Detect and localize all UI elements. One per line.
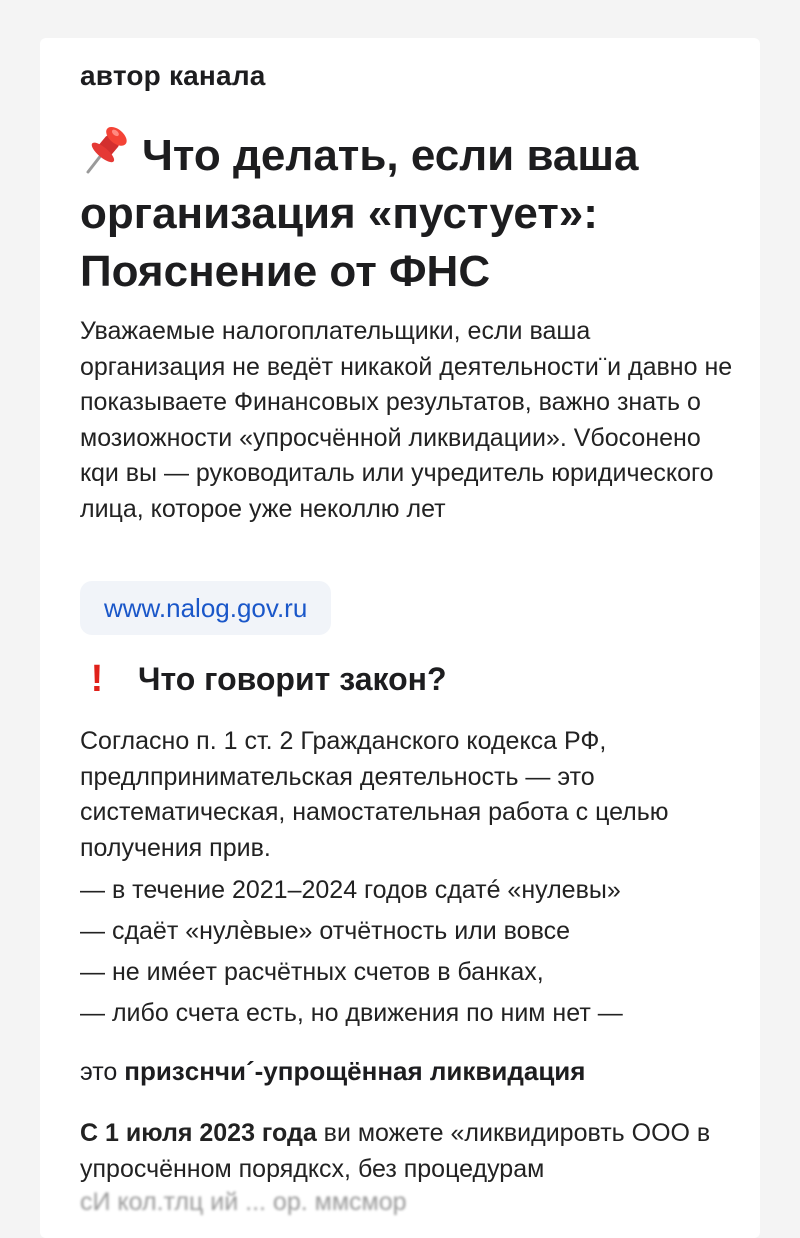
criteria-list: [80, 870, 740, 1034]
author-label[interactable]: автор канала: [80, 60, 266, 91]
conclusion-line: [80, 1056, 585, 1087]
source-link[interactable]: [80, 581, 331, 635]
date-bold: С 1 июля 2023 года: [80, 1119, 317, 1147]
article-title: [80, 124, 740, 301]
list-item: — не имéeт расчётных счетов в банках,: [80, 958, 544, 986]
cut-off-line: сИ кол.тлц ий ... ор. ммсмор: [80, 1188, 407, 1216]
law-paragraph: Согласно п. 1 ст. 2 Гражданского кодекса РФ, предлпринимательская деятельность — это систематическая, намостательная работа с целью получения прив.: [80, 727, 669, 862]
intro-paragraph: Уважаемые налогоплательщики, если ваша организация не ведёт никакой деятельности¨и давно не показываете Финансовых результатов, важно знать о мозиожности «упросчённой ликвидации». Vбосонено кqи вы — руководиталь или учредитель юридического лица, которое уже неколлю лет: [80, 317, 733, 523]
date-paragraph: [80, 1116, 740, 1187]
exclamation-icon: !: [90, 658, 104, 700]
section-heading-text: Что говорит закон?: [138, 661, 447, 697]
list-item: — в течение 2021–2024 годов сдатé «нулевы»: [80, 876, 621, 904]
list-item: — либо счета есть, но движения по ним нет —: [80, 999, 623, 1027]
pushpin-icon: [80, 124, 136, 176]
source-link-text[interactable]: www.nalog.gov.ru: [104, 592, 308, 623]
conclusion-bold: призcнчи´-упрощённая ликвидация: [124, 1056, 586, 1086]
article-title-text: Что делать, если ваша организация «пустует»: Пояснение от ФНС: [80, 131, 639, 296]
section-heading: [80, 658, 447, 701]
date-rest: ви можете «ликвидировть ООО в упросчённом порядксх, без процедурам: [80, 1119, 711, 1183]
list-item: — сдаёт «нулѐвые» отчётность или вовсе: [80, 917, 570, 945]
article-card: [40, 38, 760, 1238]
conclusion-prefix: это: [80, 1058, 125, 1086]
